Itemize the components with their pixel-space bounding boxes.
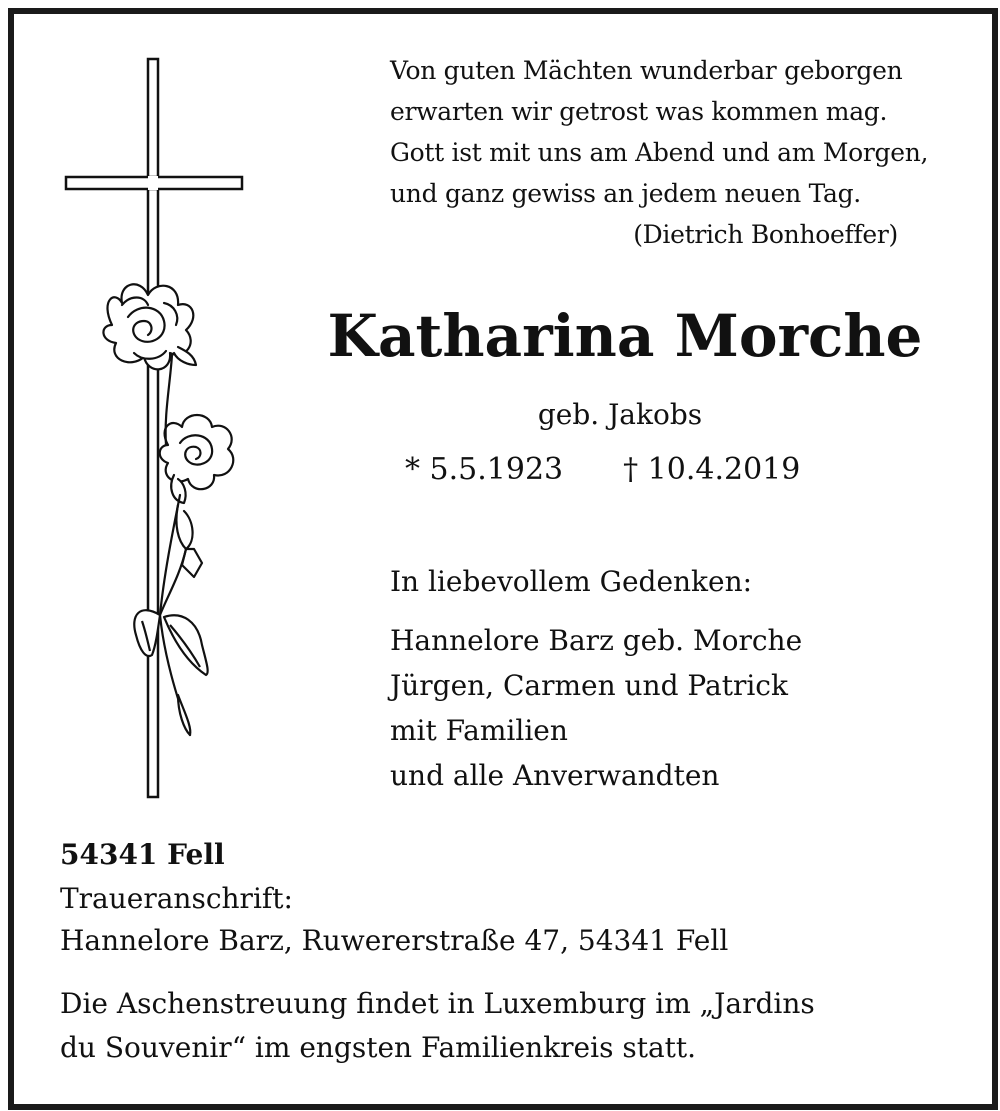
memory-heading: In liebevollem Gedenken: [390,565,753,598]
address-label: Traueranschrift: [60,882,293,915]
quote-author: (Dietrich Bonhoeffer) [633,220,898,249]
ceremony-notice [60,982,960,1070]
birth-name: geb. Jakobs [537,398,703,431]
death-date: † 10.4.2019 [623,452,801,487]
mourner-line: und alle Anverwandten [390,759,720,792]
quote-line: erwarten wir getrost was kommen mag. [390,97,888,126]
mourners-list [390,618,802,798]
quote-line: und ganz gewiss an jedem neuen Tag. [390,179,861,208]
birth-date: * 5.5.1923 [405,452,564,487]
cross-with-roses-icon [60,55,260,805]
bonhoeffer-quote [390,50,950,255]
place: 54341 Fell [60,838,225,871]
life-dates [405,452,800,487]
mourning-address: Hannelore Barz, Ruwererstraße 47, 54341 Fell [60,924,729,957]
mourner-line: Jürgen, Carmen und Patrick [390,669,788,702]
notice-line: Die Aschenstreuung findet in Luxemburg im „Jardins [60,987,815,1020]
quote-line: Von guten Mächten wunderbar geborgen [390,56,903,85]
deceased-name: Katharina Morche [327,302,923,370]
mourner-line: mit Familien [390,714,568,747]
quote-line: Gott ist mit uns am Abend und am Morgen, [390,138,929,167]
notice-line: du Souvenir“ im engsten Familienkreis statt. [60,1031,697,1064]
mourner-line: Hannelore Barz geb. Morche [390,624,803,657]
